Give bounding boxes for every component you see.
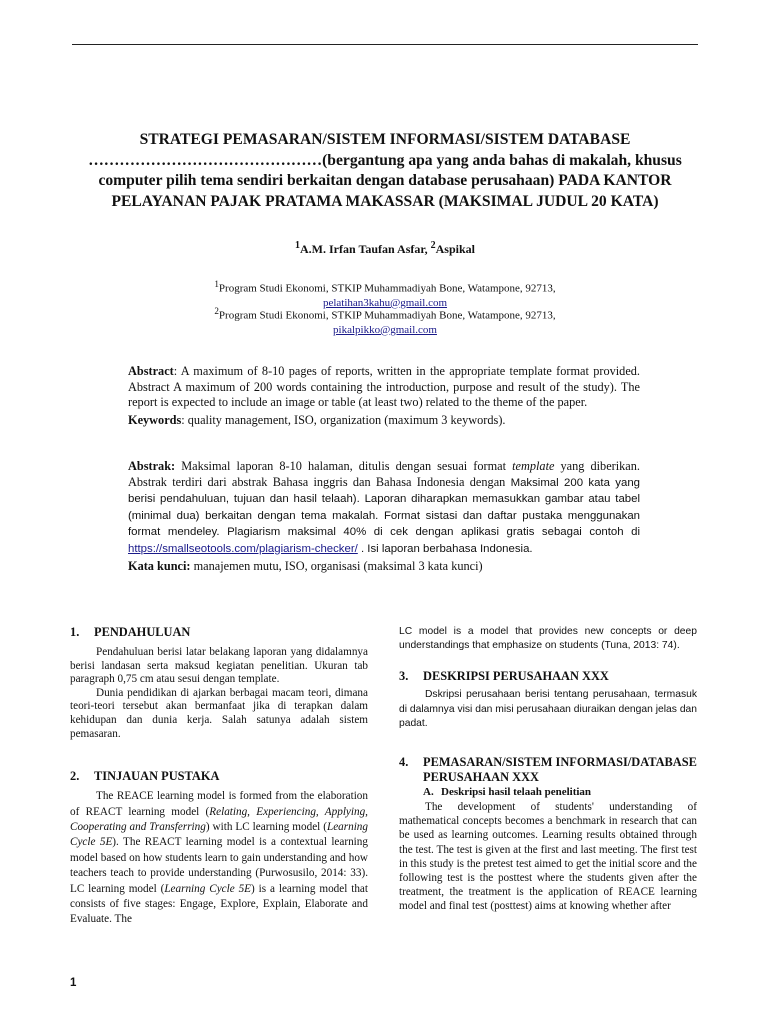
keywords-text: : quality management, ISO, organization (maximum 3 keywords).: [181, 412, 506, 427]
paper-title: STRATEGI PEMASARAN/SISTEM INFORMASI/SISTEM DATABASE ………………………………………(bergantung apa yang anda bahas di makalah, khusus computer pilih tema sendiri berkaitan dengan database perusahaan) PADA KANTOR PELAYANAN PAJAK PRATAMA MAKASSAR (MAKSIMAL JUDUL 20 KATA): [88, 131, 682, 210]
section-2-paragraph-1: The REACE learning model is formed from the elaboration of REACT learning model (Relating, Experiencing, Applying, Cooperating and Transferring) with LC learning model (Learning Cycle 5E). The REACT learning model is a contextual learning model based on how students learn to gain understanding and how teachers teach to provide understanding (Purwosusilo, 2014: 33). LC learning model (Learning Cycle 5E) is a learning model that consists of five stages: Engage, Explore, Explain, Elaborate and Evaluate. The: [70, 790, 369, 926]
kata-kunci-text: manajemen mutu, ISO, organisasi (maksimal 3 kata kunci): [190, 559, 483, 573]
abstract-english: [128, 364, 640, 430]
affiliation-1-text: Program Studi Ekonomi, STKIP Muhammadiyah Bone, Watampone, 92713,: [218, 282, 556, 295]
abstrak-text-c: Maksimal 200 kata yang berisi pendahuluan, tujuan dan hasil telaah). Laporan diharapkan memasukkan gambar atau tabel (minimal dua) berkaitan dengan tema makalah. Format sistasi dan daftar pustaka menggunakan format mendeley. Plagiarism maksimal 40% di cek dengan aplikasi gratis sebagai contoh di: [128, 476, 640, 538]
section-4-paragraph-1: The development of students' understanding of mathematical concepts becomes a benchmark in research that can be used as learning outcomes. Learning results obtained through the test. The test is given at the first and last meeting. The first test in this study is the pretest test aimed to get the initial score and the following test is the posttest where the students given after the treatment, the treatment is the application of REACE learning model and final test (posttest) aims at knowing whether after: [399, 801, 697, 913]
abstrak-text-d: . Isi laporan berbahasa Indonesia.: [357, 542, 533, 555]
affiliation-2: [80, 304, 690, 337]
section-3-heading: 3. DESKRIPSI PERUSAHAAN XXX: [399, 669, 609, 684]
right-column: [399, 625, 697, 914]
abstract-text: : A maximum of 8-10 pages of reports, written in the appropriate template format provided. Abstract A maximum of 200 words containing the introduction, purpose and result of the study). The report is expected to include an image or table (at least two) related to the theme of the paper.: [128, 364, 640, 409]
section-4-heading: 4. PEMASARAN/SISTEM INFORMASI/DATABASE PERUSAHAAN XXX: [399, 755, 697, 785]
abstrak-template-word: template: [512, 459, 555, 473]
section-2-continued: LC model is a model that provides new concepts or deep understandings that emphasize on students (Tuna, 2013: 74).: [399, 626, 697, 652]
affiliation-2-email-link[interactable]: pikalpikko@gmail.com: [333, 323, 437, 336]
abstract-label: Abstract: [128, 364, 174, 378]
author2-name: Aspikal: [435, 242, 475, 256]
page-number: 1: [70, 977, 77, 989]
author1-superscript: 1: [295, 240, 301, 251]
section-2-heading: 2. TINJAUAN PUSTAKA: [70, 769, 220, 784]
section-1-paragraph-2: Dunia pendidikan di ajarkan berbagai macam teori, dimana teori-teori tersebut akan bermanfaat jika di terapkan dalam kehidupan dan dunia kerja. Salah satunya adalah sistem pemasaran.: [70, 686, 368, 740]
section-1-heading: 1. PENDAHULUAN: [70, 625, 191, 639]
abstrak-text-a: Maksimal laporan 8-10 halaman, ditulis dengan sesuai format: [175, 459, 513, 473]
affiliation-2-superscript: 2: [214, 306, 219, 316]
section-3-paragraph-1: Dskripsi perusahaan berisi tentang perusahaan, termasuk di dalamnya visi dan misi perusahaan diuraikan dengan jelas dan padat.: [399, 689, 697, 729]
section-1-paragraph-1: Pendahuluan berisi latar belakang laporan yang didalamnya berisi landasan serta maksud kegiatan penelitian. Ukuran tab paragraph 0,75 cm atau sesui dengan template.: [70, 646, 368, 686]
kata-kunci-label: Kata kunci:: [128, 559, 191, 573]
section-4a-subheading: A. Deskripsi hasil telaah penelitian: [423, 786, 592, 799]
author1-name: A.M. Irfan Taufan Asfar,: [300, 242, 431, 256]
affiliation-1-superscript: 1: [214, 279, 219, 289]
affiliation-2-text: Program Studi Ekonomi, STKIP Muhammadiyah Bone, Watampone, 92713,: [218, 309, 556, 322]
header-rule: [72, 44, 698, 45]
affiliation-1-email-link[interactable]: pelatihan3kahu@gmail.com: [322, 296, 448, 309]
plagiarism-checker-link[interactable]: https://smallseotools.com/plagiarism-checker/: [128, 542, 358, 555]
left-column: [70, 625, 368, 928]
abstrak-label: Abstrak:: [128, 459, 176, 473]
abstrak-text-b: yang diberikan. Abstrak terdiri dari abstrak Bahasa inggris dan Bahasa Indonesia dengan: [128, 459, 640, 489]
author-line: [80, 240, 690, 257]
author2-superscript: 2: [430, 240, 436, 251]
keywords-label: Keywords: [128, 412, 182, 427]
abstract-indonesian: [128, 459, 640, 577]
